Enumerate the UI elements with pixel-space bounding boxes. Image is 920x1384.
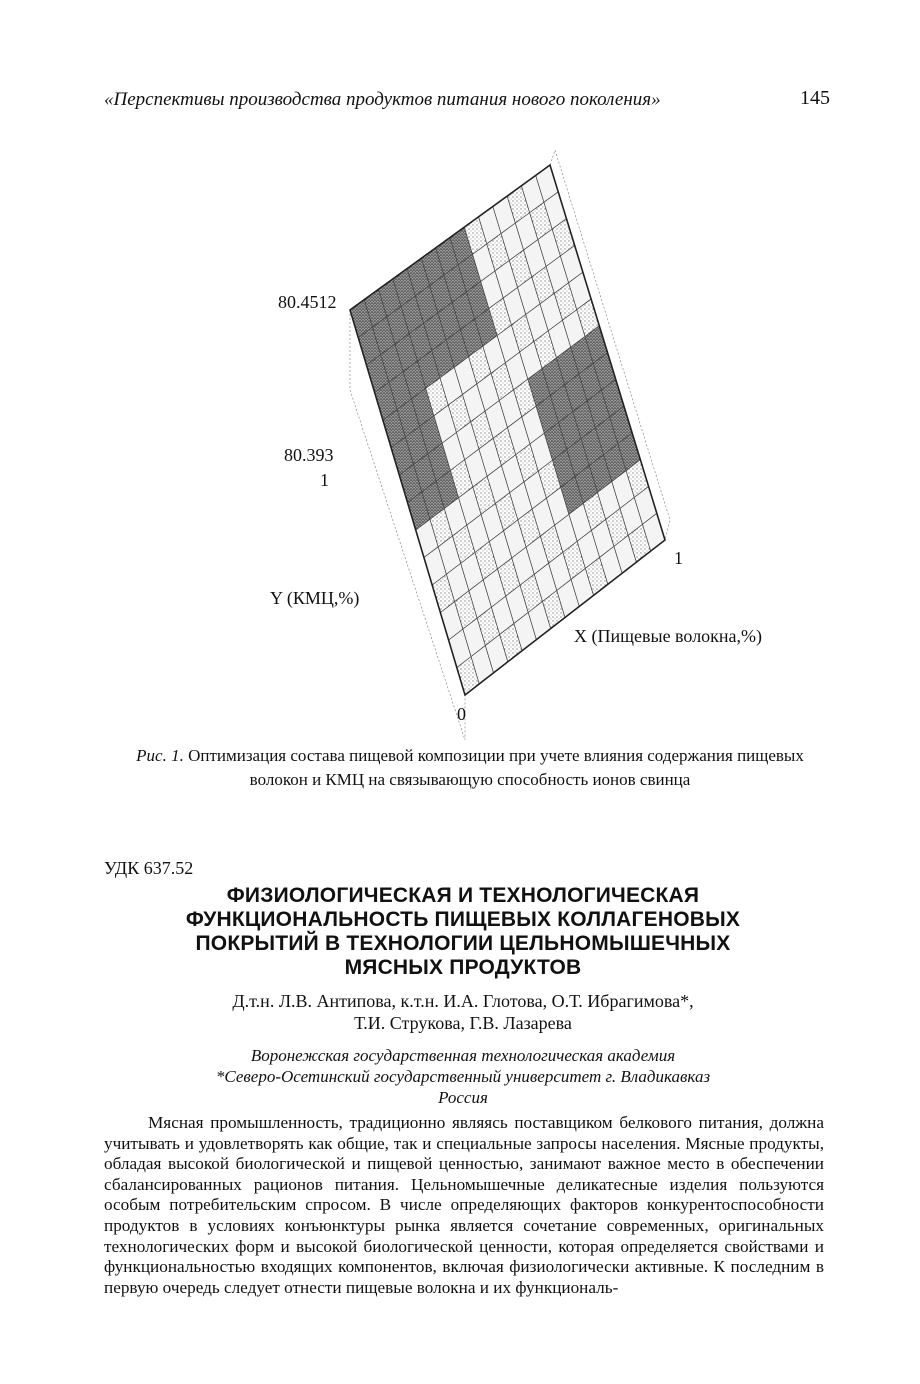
title-line: МЯСНЫХ ПРОДУКТОВ (344, 956, 582, 979)
authors-line: Т.И. Струкова, Г.В. Лазарева (354, 1013, 572, 1033)
authors (104, 990, 822, 1034)
caption-number: Рис. 1. (136, 746, 184, 765)
page-number: 145 (800, 87, 830, 109)
z-tick-top-label: 80.4512 (278, 292, 337, 312)
surface-figure (260, 140, 820, 740)
origin-label: 0 (457, 704, 466, 724)
article-title (104, 884, 822, 980)
z-tick-mid-label: 80.393 (284, 445, 334, 465)
title-line: ФУНКЦИОНАЛЬНОСТЬ ПИЩЕВЫХ КОЛЛАГЕНОВЫХ (185, 908, 741, 931)
affiliation-line: Россия (438, 1088, 488, 1107)
caption-text: Оптимизация состава пищевой композиции при учете влияния содержания пищевых волокон и КМЦ на связывающую способность ионов свинца (188, 746, 804, 789)
running-title: «Перспективы производства продуктов питания нового поколения» (104, 89, 661, 110)
figure-caption (110, 744, 830, 792)
title-line: ФИЗИОЛОГИЧЕСКАЯ И ТЕХНОЛОГИЧЕСКАЯ (226, 884, 700, 907)
affiliation-line: Воронежская государственная технологическая академия (250, 1046, 676, 1065)
udk-code: УДК 637.52 (104, 858, 194, 878)
authors-line: Д.т.н. Л.В. Антипова, к.т.н. И.А. Глотова, О.Т. Ибрагимова*, (232, 991, 694, 1011)
y-axis-label: Y (КМЦ,%) (270, 588, 360, 608)
body-paragraph: Мясная промышленность, традиционно являясь поставщиком белкового питания, должна учитывать и удовлетворять как общие, так и специальные запросы населения. Мясные продукты, обладая высокой биологической и пищевой ценностью, занимают важное место в обеспечении сбалансированных рационов питания. Цельномышечные деликатесные изделия пользуются особым потребительским спросом. В числе определяющих факторов конкурентоспособности продуктов в условиях конъюнктуры рынка является сочетание современных, оригинальных технологических форм и высокой биологической ценности, которая определяется свойствами и функциональностью входящих компонентов, включая физиологически активные. К последним в первую очередь следует отнести пищевые волокна и их функциональ- (104, 1113, 824, 1297)
affiliation-line: *Северо-Осетинский государственный университет г. Владикавказ (215, 1067, 711, 1086)
affiliation (104, 1045, 822, 1108)
z-tick-mid-suffix: 1 (320, 470, 329, 490)
surface-plot (260, 140, 820, 740)
x-axis-label: X (Пищевые волокна,%) (574, 626, 763, 646)
x-axis-end-label: 1 (674, 548, 683, 568)
body-text (104, 1113, 824, 1298)
title-line: ПОКРЫТИЙ В ТЕХНОЛОГИИ ЦЕЛЬНОМЫШЕЧНЫХ (195, 932, 731, 955)
